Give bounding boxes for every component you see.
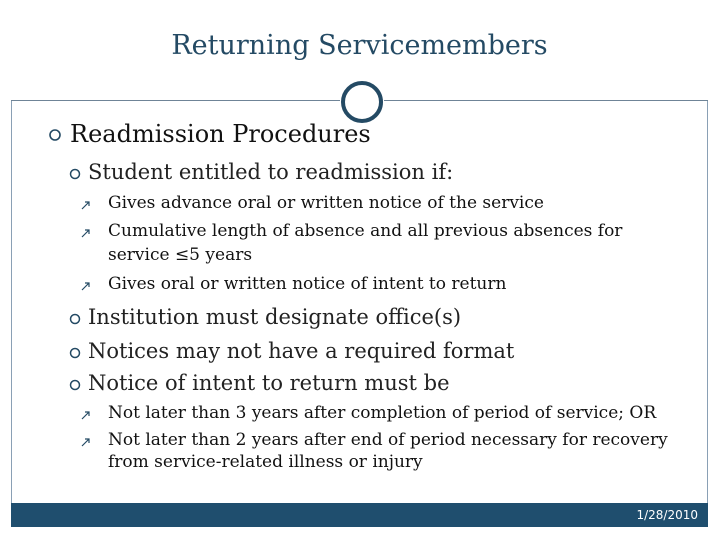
diagonal-arrow-icon bbox=[80, 436, 92, 448]
footer-bar bbox=[11, 503, 708, 527]
outline-item: Notice of intent to return must be bbox=[88, 371, 450, 395]
outline-subitem-continuation: from service-related illness or injury bbox=[108, 452, 423, 472]
outline-subitem: Gives oral or written notice of intent to return bbox=[108, 274, 507, 294]
title-rule-left bbox=[11, 100, 340, 101]
readmission-heading: Readmission Procedures bbox=[70, 120, 371, 148]
outline-subitem: Gives advance oral or written notice of the service bbox=[108, 193, 544, 213]
diagonal-arrow-icon bbox=[80, 227, 92, 239]
ring-bullet-icon bbox=[68, 312, 84, 326]
ring-bullet-icon bbox=[46, 128, 66, 142]
outline-item: Notices may not have a required format bbox=[88, 339, 515, 363]
outline-subitem-continuation: service ≤5 years bbox=[108, 245, 253, 265]
outline-item: Student entitled to readmission if: bbox=[88, 160, 454, 184]
diagonal-arrow-icon bbox=[80, 409, 92, 421]
slide-date: 1/28/2010 bbox=[636, 508, 698, 522]
ring-bullet-icon bbox=[68, 346, 84, 360]
ring-bullet-icon bbox=[68, 167, 84, 181]
ring-bullet-icon bbox=[68, 378, 84, 392]
diagonal-arrow-icon bbox=[80, 199, 92, 211]
outline-subitem: Cumulative length of absence and all previous absences for bbox=[108, 221, 623, 241]
slide-title: Returning Servicemembers bbox=[171, 30, 548, 61]
title-rule-right bbox=[384, 100, 708, 101]
outline-subitem: Not later than 3 years after completion of period of service; OR bbox=[108, 403, 657, 423]
title-circle-ornament bbox=[341, 81, 383, 123]
outline-item: Institution must designate office(s) bbox=[88, 305, 462, 329]
diagonal-arrow-icon bbox=[80, 280, 92, 292]
outline-subitem: Not later than 2 years after end of period necessary for recovery bbox=[108, 430, 668, 450]
